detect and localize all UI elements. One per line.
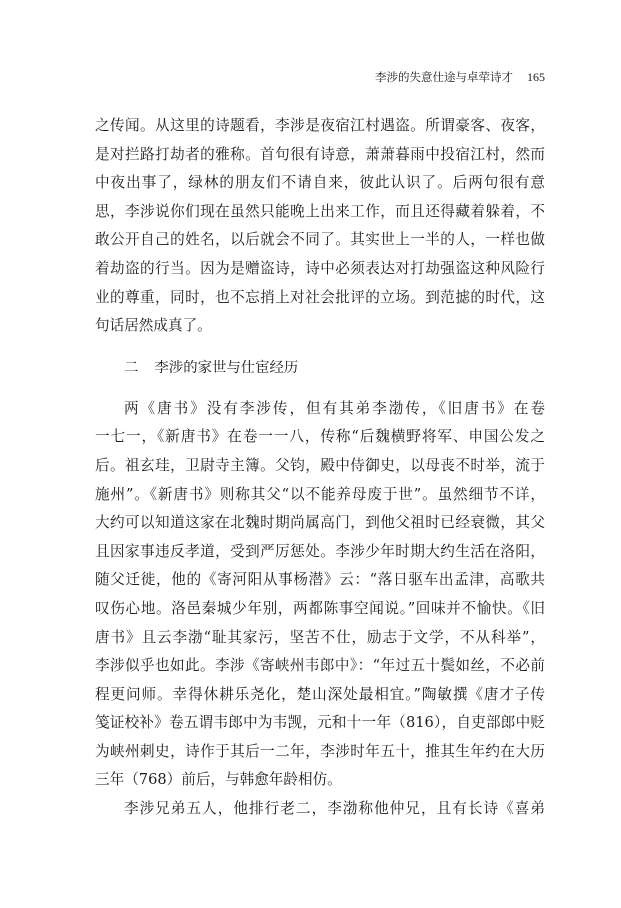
running-header xyxy=(95,68,545,86)
text-line: 句话居然成真了。 xyxy=(95,317,212,335)
paragraph-1 xyxy=(95,112,545,341)
text-line: 是对拦路打劫者的雅称。首句很有诗意，萧萧暮雨中投宿江村，然而 xyxy=(95,145,545,163)
page-body xyxy=(95,112,545,824)
text-line: 着劫盗的行当。因为是赠盗诗，诗中必须表达对打劫强盗这种风险行 xyxy=(95,259,545,277)
page-number: 165 xyxy=(527,70,545,84)
text-line: 且因家事违反孝道，受到严厉惩处。李涉少年时期大约生活在洛阳， xyxy=(95,542,545,560)
text-line: 随父迁徙，他的《寄河阳从事杨潜》云：“落日驱车出孟津，高歌共 xyxy=(95,571,545,589)
text-line: 程更问师。幸得休耕乐尧化，楚山深处最相宜。”陶敏撰《唐才子传 xyxy=(95,685,545,703)
text-line: 一七一，《新唐书》在卷一一八，传称“后魏横野将军、申国公发之 xyxy=(95,428,545,446)
section-title: 李涉的家世与仕宦经历 xyxy=(154,359,299,376)
text-line: 后。祖玄珪，卫尉寺主簿。父钧，殿中侍御史，以母丧不时举，流于 xyxy=(95,456,545,474)
text-line: 大约可以知道这家在北魏时期尚属高门，到他父祖时已经衰微，其父 xyxy=(95,514,545,532)
text-line: 敢公开自己的姓名，以后就会不同了。其实世上一半的人，一样也做 xyxy=(95,231,545,249)
text-line: 笺证校补》卷五谓韦郎中为韦觊，元和十一年（816），自吏部郎中贬 xyxy=(95,714,545,732)
text-line: 李涉兄弟五人，他排行老二，李渤称他仲兄，且有长诗《喜弟 xyxy=(124,800,545,818)
text-line: 中夜出事了，绿林的朋友们不请自来，彼此认识了。后两句很有意 xyxy=(95,174,545,192)
text-line: 两《唐书》没有李涉传，但有其弟李渤传，《旧唐书》在卷 xyxy=(124,399,545,417)
section-number: 二 xyxy=(124,359,139,376)
text-line: 思，李涉说你们现在虽然只能晚上出来工作，而且还得藏着躲着，不 xyxy=(95,202,545,220)
section-heading xyxy=(95,354,545,382)
running-title: 李涉的失意仕途与卓荦诗才 xyxy=(375,70,513,84)
text-line: 之传闻。从这里的诗题看，李涉是夜宿江村遇盗。所谓豪客、夜客， xyxy=(95,117,545,134)
text-line: 李涉似乎也如此。李涉《寄峡州韦郎中》：“年过五十鬓如丝，不必前 xyxy=(95,657,545,675)
text-line: 业的尊重，同时，也不忘捎上对社会批评的立场。到范摅的时代，这 xyxy=(95,288,545,306)
text-line: 三年（768）前后，与韩愈年龄相仿。 xyxy=(95,771,342,789)
text-line: 为峡州刺史，诗作于其后一二年，李涉时年五十，推其生年约在大历 xyxy=(95,742,545,760)
text-line: 唐书》且云李渤“耻其家污，坚苦不仕，励志于文学，不从科举”， xyxy=(95,628,545,646)
text-line: 叹伤心地。洛邑秦城少年别，两都陈事空闻说。”回味并不愉快。《旧 xyxy=(95,599,545,617)
paragraph-3 xyxy=(95,795,545,824)
text-line: 施州”。《新唐书》则称其父“以不能养母废于世”。虽然细节不详， xyxy=(95,485,545,503)
paragraph-2 xyxy=(95,395,545,795)
